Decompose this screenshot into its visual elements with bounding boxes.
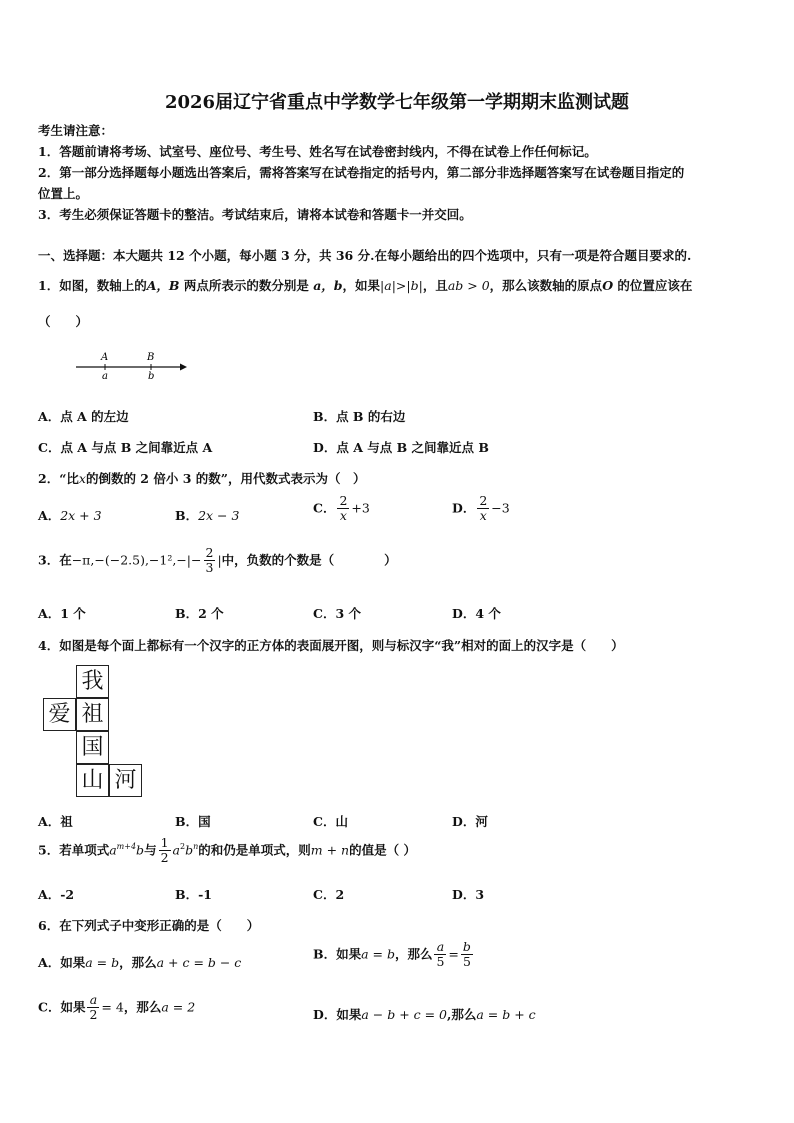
cube-face-wo: 我 bbox=[76, 665, 109, 698]
cube-face-zu: 祖 bbox=[76, 698, 109, 731]
q6-option-d[interactable]: D．如果a − b + c = 0,那么a = b + c bbox=[313, 1007, 536, 1022]
q6-option-a[interactable]: A．如果a = b，那么a + c = b − c bbox=[38, 955, 242, 970]
q1-option-c[interactable]: C．点 A 与点 B 之间靠近点 A bbox=[38, 440, 213, 455]
q4-option-d[interactable]: D．河 bbox=[452, 814, 488, 829]
q3-option-b[interactable]: B．2 个 bbox=[175, 606, 224, 621]
notice-item-2-cont: 位置上。 bbox=[38, 186, 89, 201]
q4-option-a[interactable]: A．祖 bbox=[38, 814, 73, 829]
q3-option-a[interactable]: A．1 个 bbox=[38, 606, 86, 621]
cube-face-he: 河 bbox=[109, 764, 142, 797]
q2-option-a[interactable]: A．2x + 3 bbox=[38, 508, 102, 523]
notice-item-1: 1．答题前请将考场、试室号、座位号、考生号、姓名写在试卷密封线内，不得在试卷上作任何标记。 bbox=[38, 144, 597, 159]
question-6-stem: 6．在下列式子中变形正确的是（ ） bbox=[38, 918, 260, 933]
question-5-stem: 5．若单项式$a^{m+4}b$与 $\frac{1}{2}$ $a^2b^n$的和仍是单项式，则m + n的值是（ ） bbox=[38, 835, 416, 866]
question-2-stem: 2．“比x的倒数的 2 倍小 3 的数”，用代数式表示为（ ） bbox=[38, 471, 366, 486]
q3-expression: −π,−(−2.5),−1²,−|− bbox=[71, 552, 202, 568]
q1-option-d[interactable]: D．点 A 与点 B 之间靠近点 B bbox=[313, 440, 489, 455]
condition-abs: |a|>|b| bbox=[380, 278, 423, 293]
question-1-paren: （ ） bbox=[38, 314, 89, 329]
q4-option-b[interactable]: B．国 bbox=[175, 814, 211, 829]
q3-option-d[interactable]: D．4 个 bbox=[452, 606, 501, 621]
q5-option-a[interactable]: A．-2 bbox=[38, 887, 75, 902]
q5-option-d[interactable]: D．3 bbox=[452, 887, 485, 902]
notice-item-2: 2．第一部分选择题每小题选出答案后，需将答案写在试卷指定的括号内，第二部分非选择题答案写在试卷题目指定的 bbox=[38, 165, 685, 180]
point-B-label: B bbox=[147, 352, 155, 363]
cube-face-guo: 国 bbox=[76, 731, 109, 764]
point-A-label: A bbox=[101, 352, 109, 363]
question-1-stem: 1．如图，数轴上的A，B 两点所表示的数分别是 a，b，如果|a|>|b|，且ab > 0，那么该数轴的原点O 的位置应该在 bbox=[38, 278, 693, 293]
point-b-value: b bbox=[148, 371, 155, 382]
notice-heading: 考生请注意： bbox=[38, 123, 114, 138]
q6-option-c[interactable]: C．如果 $\frac{a}{2}$ = 4，那么a = 2 bbox=[38, 992, 196, 1023]
notice-item-3: 3．考生必须保证答题卡的整洁。考试结束后，请将本试卷和答题卡一并交回。 bbox=[38, 207, 472, 222]
condition-product: ab > 0 bbox=[447, 278, 490, 293]
question-3-stem: 3．在−π,−(−2.5),−1²,−|− $\frac{2}{3}$ |中，负数的个数是（ ） bbox=[38, 545, 397, 576]
point-a-value: a bbox=[102, 371, 108, 382]
cube-face-ai: 爱 bbox=[43, 698, 76, 731]
page-title: 2026届辽宁省重点中学数学七年级第一学期期末监测试题 bbox=[164, 92, 630, 113]
q2-option-d[interactable]: D． $\frac{2}{x}$ −3 bbox=[452, 493, 510, 524]
section-title: 一、选择题：本大题共 12 个小题，每小题 3 分，共 36 分.在每小题给出的四个选项中，只有一项是符合题目要求的. bbox=[38, 248, 692, 263]
q1-option-b[interactable]: B．点 B 的右边 bbox=[313, 409, 406, 424]
number-line-figure bbox=[70, 348, 190, 382]
q3-option-c[interactable]: C．3 个 bbox=[313, 606, 361, 621]
q2-option-c[interactable]: C． $\frac{2}{x}$ +3 bbox=[313, 493, 370, 524]
q6-option-b[interactable]: B．如果a = b，那么 $\frac{a}{5}$ = $\frac{b}{5}$ bbox=[313, 939, 471, 970]
q5-option-b[interactable]: B．-1 bbox=[175, 887, 212, 902]
q5-option-c[interactable]: C．2 bbox=[313, 887, 345, 902]
cube-face-shan: 山 bbox=[76, 764, 109, 797]
q2-option-b[interactable]: B．2x − 3 bbox=[175, 508, 240, 523]
q4-option-c[interactable]: C．山 bbox=[313, 814, 348, 829]
q1-option-a[interactable]: A．点 A 的左边 bbox=[38, 409, 129, 424]
question-4-stem: 4．如图是每个面上都标有一个汉字的正方体的表面展开图，则与标汉字“我”相对的面上的汉字是（ ） bbox=[38, 638, 624, 653]
